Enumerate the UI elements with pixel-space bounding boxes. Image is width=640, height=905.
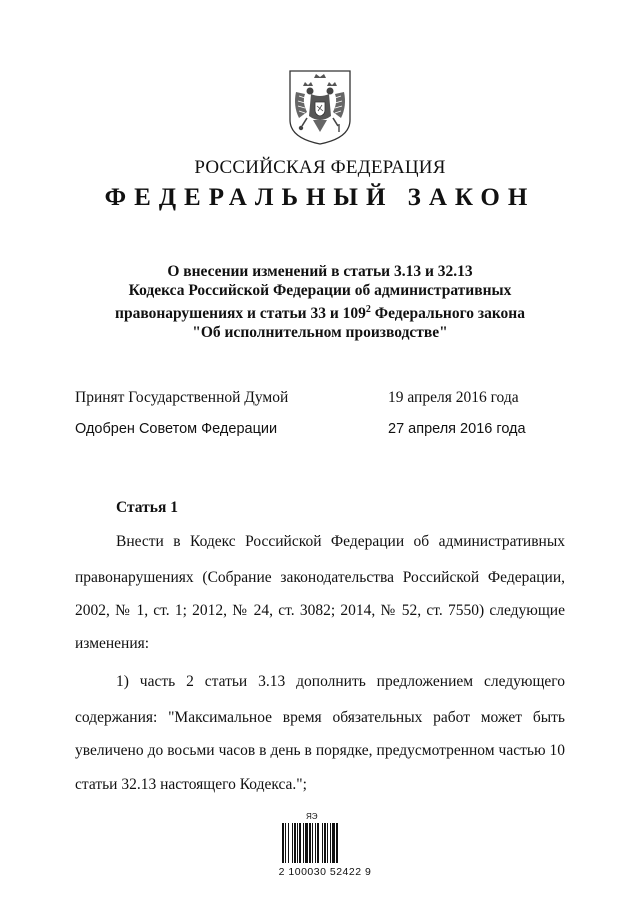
law-type-heading: ФЕДЕРАЛЬНЫЙ ЗАКОН	[104, 184, 536, 211]
law-title-line-3a: правонарушениях и статьи 33 и 109	[115, 305, 366, 323]
country-name: РОССИЙСКАЯ ФЕДЕРАЦИЯ	[194, 157, 446, 178]
law-title-line: Кодекса Российской Федерации об административных	[128, 282, 512, 299]
paragraph-line: изменения:	[75, 635, 150, 652]
paragraph-line: 2002, № 1, ст. 1; 2012, № 24, ст. 3082; 2014, № 52, ст. 7550) следующие	[75, 602, 565, 619]
superscript-index: 2	[365, 304, 371, 315]
paragraph-line: статьи 32.13 настоящего Кодекса.";	[75, 776, 307, 793]
law-title-line-3b: Федерального закона	[370, 305, 525, 323]
paragraph-line: увеличено до восьми часов в день в порядке, предусмотренном частью 10	[75, 742, 565, 759]
law-title-line	[0, 300, 640, 323]
paragraph-line: правонарушениях (Собрание законодательства Российской Федерации,	[75, 569, 565, 586]
coat-of-arms-emblem	[287, 68, 353, 146]
law-title-line: "Об исполнительном производстве"	[192, 324, 448, 342]
barcode	[282, 819, 362, 869]
approved-date: 27 апреля 2016 года	[388, 421, 526, 437]
paragraph-line: Внести в Кодекс Российской Федерации об административных	[116, 533, 565, 550]
adopted-label: Принят Государственной Думой	[75, 389, 289, 406]
document-marker: ЯЭ	[306, 812, 318, 821]
law-title	[0, 262, 640, 342]
barcode-number: 2 100030 52422 9	[278, 866, 372, 878]
adopted-date: 19 апреля 2016 года	[388, 389, 519, 406]
paragraph-line: содержания: "Максимальное время обязательных работ может быть	[75, 709, 565, 726]
article-heading: Статья 1	[116, 499, 178, 516]
law-title-line: О внесении изменений в статьи 3.13 и 32.13	[167, 263, 473, 280]
approved-label: Одобрен Советом Федерации	[75, 421, 278, 437]
paragraph-line: 1) часть 2 статьи 3.13 дополнить предложением следующего	[116, 673, 565, 690]
